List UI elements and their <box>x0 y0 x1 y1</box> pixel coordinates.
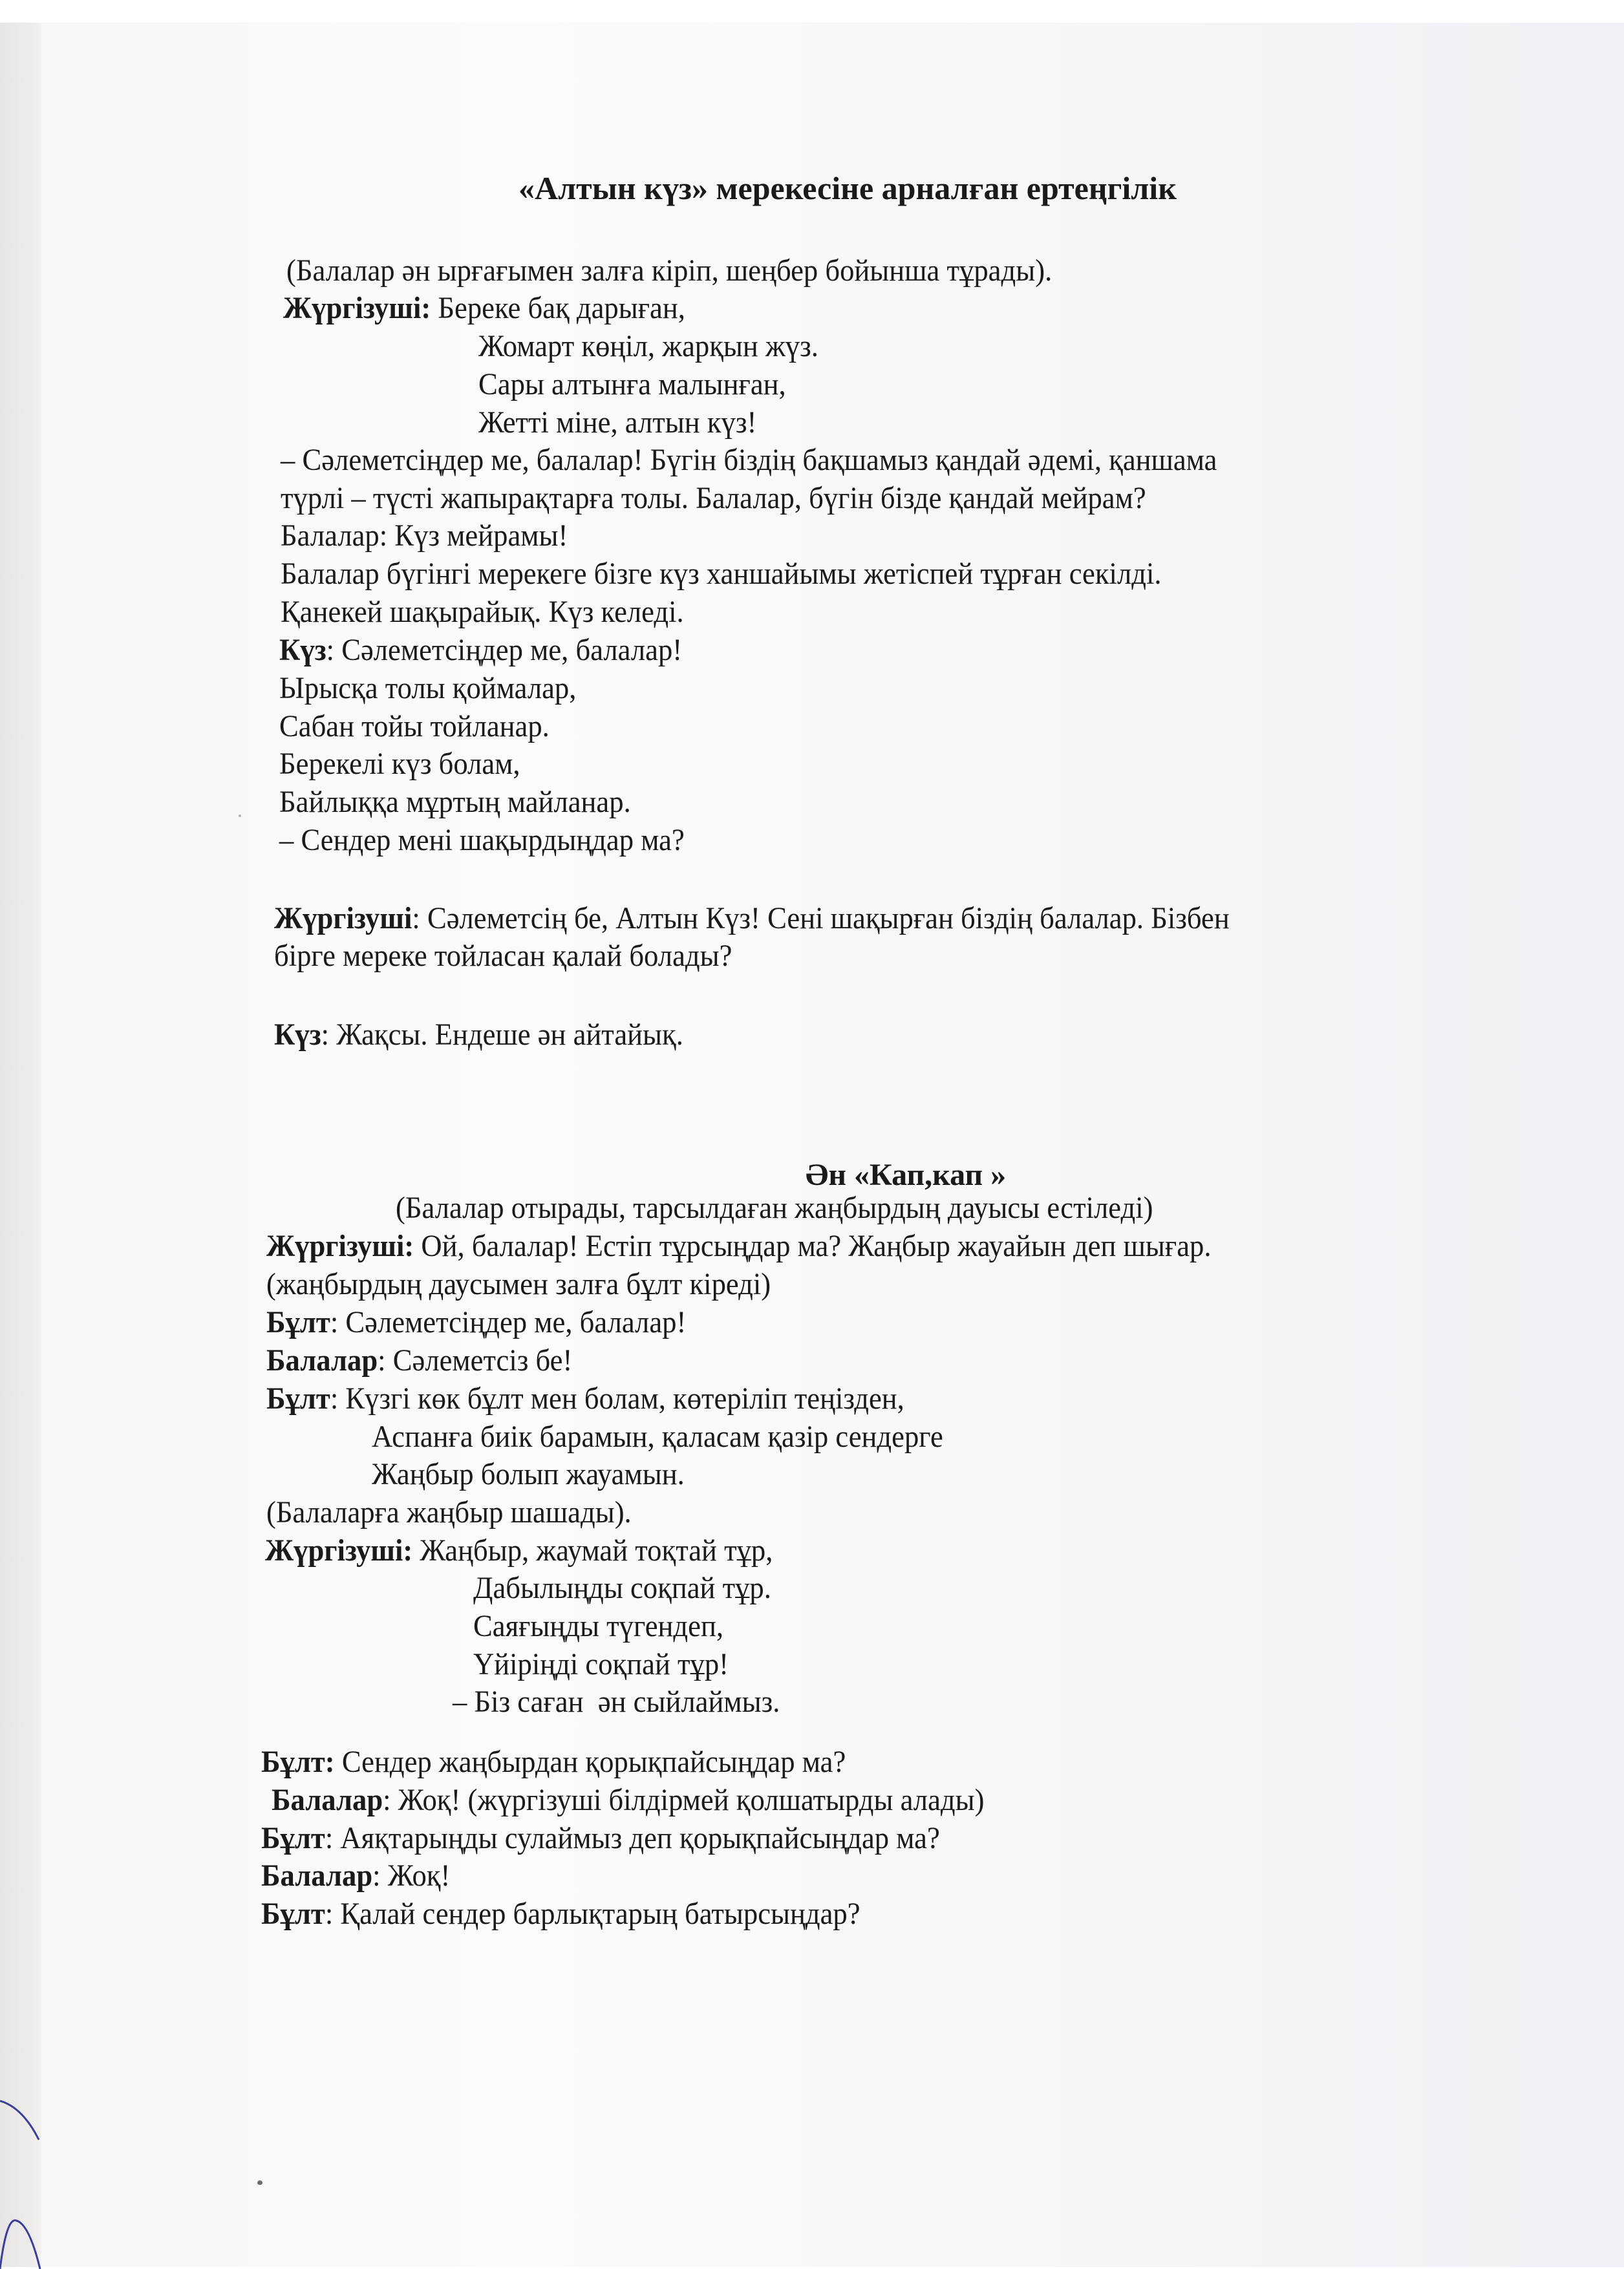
line-text: Жаңбыр болып жауамын. <box>372 1457 685 1491</box>
speaker-label: Балалар <box>272 1783 383 1817</box>
line-text: Ой, балалар! Естіп тұрсыңдар ма? Жаңбыр жауайын деп шығар. <box>414 1229 1212 1263</box>
document-title: «Алтын күз» мерекесіне арналған ертеңгілік <box>518 170 1177 206</box>
text-line <box>453 1683 780 1721</box>
dialogue-line <box>266 1228 1211 1265</box>
speaker-label: Бұлт <box>261 1821 325 1855</box>
line-text: Сары алтынға малынған, <box>478 367 786 401</box>
line-text: Байлыққа мұртың майланар. <box>279 785 631 819</box>
speaker-label: Жүргізуші: <box>283 291 431 325</box>
line-text: : Аяқтарыңды сулаймыз деп қорықпайсыңдар ма? <box>325 1821 940 1855</box>
text-line <box>281 517 568 555</box>
dialogue-line <box>266 1380 904 1418</box>
line-text: бірге мереке тойласан қалай болады? <box>274 939 732 973</box>
scan-speck <box>239 815 241 817</box>
pen-mark-icon <box>0 2056 45 2269</box>
text-line <box>286 252 1052 290</box>
line-text: Жетті міне, алтын күз! <box>478 405 757 440</box>
dialogue-line <box>266 1342 572 1380</box>
speaker-label: Балалар <box>261 1859 373 1893</box>
text-line <box>281 555 1162 593</box>
text-line <box>274 937 732 975</box>
line-text: : Жоқ! (жүргізуші білдірмей қолшатырды алады) <box>383 1783 985 1817</box>
line-text: : Сəлеметсіңдер ме, балалар! <box>330 1305 687 1339</box>
line-text: Ырысқа толы қоймалар, <box>279 671 577 705</box>
line-text: Саяғыңды түгендеп, <box>473 1609 724 1643</box>
line-text: Қанекей шақырайық. Күз келеді. <box>281 595 684 629</box>
dialogue-line <box>261 1857 450 1895</box>
line-text: : Жақсы. Ендеше əн айтайық. <box>321 1017 683 1052</box>
scan-margin-strip <box>0 23 41 2267</box>
line-text: (Балаларға жаңбыр шашады). <box>266 1495 632 1529</box>
text-line <box>473 1570 771 1607</box>
text-line <box>281 593 684 631</box>
scan-speck <box>257 2180 262 2185</box>
line-text: (Балалар отырады, тарсылдаған жаңбырдың дауысы естіледі) <box>396 1191 1153 1225</box>
line-text: түрлі – түсті жапырақтарға толы. Балалар, бүгін бізде қандай мейрам? <box>281 481 1146 515</box>
line-text: Берекелі күз болам, <box>279 747 520 781</box>
speaker-label: Бұлт <box>266 1305 330 1339</box>
text-line <box>478 328 818 365</box>
line-text: : Сəлеметсіңдер ме, балалар! <box>326 633 683 667</box>
speaker-label: Бұлт: <box>261 1745 335 1779</box>
line-text: : Сəлеметсің бе, Алтын Күз! Сені шақырған біздің балалар. Бізбен <box>412 901 1230 935</box>
line-text: Жомарт көңіл, жарқын жүз. <box>478 329 818 363</box>
dialogue-line <box>283 290 685 327</box>
speaker-label: Күз <box>279 633 326 667</box>
text-line <box>279 708 550 745</box>
text-line <box>473 1608 723 1645</box>
text-line <box>279 745 520 783</box>
dialogue-line <box>261 1895 860 1933</box>
line-text: – Сəлеметсіңдер ме, балалар! Бүгін біздің бақшамыз қандай əдемі, қаншама <box>281 443 1217 477</box>
speaker-label: Балалар <box>266 1343 378 1378</box>
dialogue-line <box>279 632 682 669</box>
line-text: Дабылыңды соқпай тұр. <box>473 1571 771 1605</box>
line-text: : Жоқ! <box>372 1859 451 1893</box>
text-line <box>281 442 1217 479</box>
text-line <box>279 783 631 821</box>
line-text: Береке бақ дарыған, <box>431 291 685 325</box>
speaker-label: Бұлт <box>261 1897 325 1931</box>
text-line <box>281 480 1146 517</box>
text-line <box>279 822 685 859</box>
line-text: : Қалай сендер барлықтарың батырсыңдар? <box>325 1897 860 1931</box>
speaker-label: Жүргізуші: <box>266 1229 414 1263</box>
speaker-label: Күз <box>274 1017 321 1052</box>
text-line <box>279 670 576 707</box>
speaker-label: Жүргізуші: <box>265 1533 413 1568</box>
line-text: : Күзгі көк бұлт мен болам, көтеріліп теңізден, <box>330 1381 904 1416</box>
line-text: Аспанға биік барамын, қаласам қазір сендерге <box>372 1420 943 1454</box>
dialogue-line <box>274 1016 683 1054</box>
dialogue-line <box>265 1532 773 1570</box>
dialogue-line <box>274 900 1230 937</box>
dialogue-line <box>261 1820 940 1857</box>
line-text: Балалар бүгінгі мерекеге бізге күз ханшайымы жетіспей тұрған секілді. <box>281 557 1162 591</box>
text-line <box>473 1646 729 1683</box>
line-text: – Біз саған əн сыйлаймыз. <box>453 1685 780 1719</box>
line-text: Үйіріңді соқпай тұр! <box>473 1647 729 1681</box>
line-text: Сабан тойы тойланар. <box>279 709 550 743</box>
line-text: – Сендер мені шақырдыңдар ма? <box>279 823 685 857</box>
line-text: Балалар: Күз мейрамы! <box>281 518 568 553</box>
text-line <box>372 1418 943 1456</box>
text-line <box>478 404 756 442</box>
line-text: Сендер жаңбырдан қорықпайсыңдар ма? <box>334 1745 846 1779</box>
line-text: Жаңбыр, жаумай тоқтай тұр, <box>412 1533 773 1568</box>
text-line <box>372 1456 685 1493</box>
text-line <box>396 1189 1153 1227</box>
dialogue-line <box>261 1743 846 1781</box>
speaker-label: Бұлт <box>266 1381 330 1416</box>
speaker-label: Жүргізуші <box>274 901 412 935</box>
line-text: (Балалар əн ырғағымен залға кіріп, шеңбер бойынша тұрады). <box>286 253 1052 288</box>
dialogue-line <box>266 1304 686 1341</box>
song-title: Əн «Кап,кап » <box>805 1158 1007 1192</box>
text-line <box>478 366 786 403</box>
dialogue-line <box>272 1782 984 1819</box>
text-line <box>266 1494 632 1531</box>
line-text: : Сəлеметсіз бе! <box>378 1343 573 1378</box>
text-line <box>266 1266 771 1303</box>
line-text: (жаңбырдың даусымен залға бұлт кіреді) <box>266 1267 771 1301</box>
